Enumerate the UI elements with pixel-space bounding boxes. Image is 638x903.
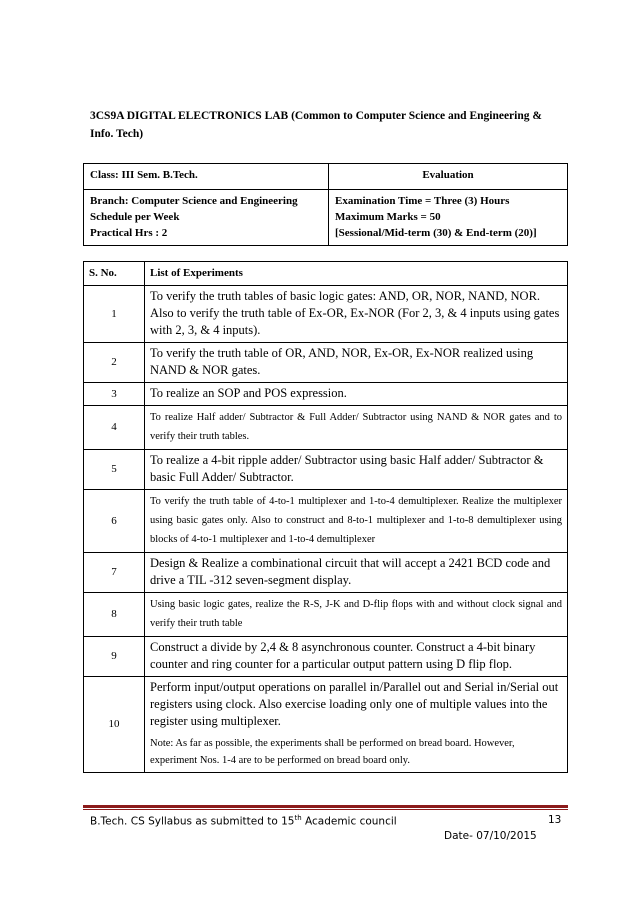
sno-header: S. No. — [84, 262, 145, 286]
experiment-text: To realize a 4-bit ripple adder/ Subtractor using basic Half adder/ Subtractor & basic Full Adder/ Subtractor. — [145, 450, 568, 490]
footer-text-end: Academic council — [301, 815, 397, 828]
experiment-text: To realize an SOP and POS expression. — [145, 383, 568, 406]
experiment-text: Construct a divide by 2,4 & 8 asynchronous counter. Construct a 4-bit binary counter and ring counter for a particular output pattern using D flip flop. — [145, 637, 568, 677]
row-number: 10 — [84, 677, 145, 773]
course-info-table — [83, 163, 568, 246]
experiment-text: To verify the truth table of 4-to-1 multiplexer and 1-to-4 demultiplexer. Realize the multiplexer using basic gates only. Also to construct and 8-to-1 multiplexer and 1-to-8 demultiplexer using blocks of 4-to-1 multiplexer and 1-to-4 demultiplexer — [145, 490, 568, 553]
info-detail-row — [84, 190, 568, 246]
exam-time-text: Examination Time = Three (3) Hours — [335, 195, 510, 207]
table-row — [84, 490, 568, 553]
table-row — [84, 383, 568, 406]
row-number: 9 — [84, 637, 145, 677]
row-number: 8 — [84, 593, 145, 637]
experiments-table — [83, 261, 568, 773]
document-title: 3CS9A DIGITAL ELECTRONICS LAB (Common to Computer Science and Engineering & Info. Tech) — [90, 110, 542, 140]
row-number: 5 — [84, 450, 145, 490]
table-row — [84, 593, 568, 637]
footer-text-start: B.Tech. CS Syllabus as submitted to 15 — [90, 815, 295, 828]
footer-superscript: th — [294, 814, 302, 822]
table-row — [84, 343, 568, 383]
experiment-text: Design & Realize a combinational circuit that will accept a 2421 BCD code and drive a TIL -312 seven-segment display. — [145, 553, 568, 593]
table-row — [84, 450, 568, 490]
page-number: 13 — [548, 814, 562, 826]
evaluation-header: Evaluation — [329, 164, 568, 190]
table-row — [84, 637, 568, 677]
footer-divider-thin — [83, 809, 568, 810]
table-row — [84, 677, 568, 773]
row-number: 2 — [84, 343, 145, 383]
schedule-text: Schedule per Week — [90, 211, 180, 223]
marks-split-text: [Sessional/Mid-term (30) & End-term (20)] — [335, 227, 537, 239]
table-row — [84, 406, 568, 450]
row-number: 4 — [84, 406, 145, 450]
table-row — [84, 286, 568, 343]
max-marks-text: Maximum Marks = 50 — [335, 211, 441, 223]
footer-divider — [83, 805, 568, 808]
experiment-note: Note: As far as possible, the experiments shall be performed on bread board. However, experiment Nos. 1-4 are to be performed on bread board only. — [150, 738, 515, 766]
practical-hours-text: Practical Hrs : 2 — [90, 227, 168, 239]
branch-schedule-cell — [84, 190, 329, 246]
info-header-row — [84, 164, 568, 190]
table-row — [84, 553, 568, 593]
experiment-text: Perform input/output operations on parallel in/Parallel out and Serial in/Serial out registers using clock. Also exercise loading only one of multiple values into the register using multiplexer. — [150, 680, 559, 728]
footer-syllabus-text — [90, 814, 397, 828]
experiment-text: To realize Half adder/ Subtractor & Full Adder/ Subtractor using NAND & NOR gates and to verify their truth tables. — [145, 406, 568, 450]
class-cell: Class: III Sem. B.Tech. — [84, 164, 329, 190]
list-header: List of Experiments — [145, 262, 568, 286]
experiments-header-row — [84, 262, 568, 286]
experiment-cell — [145, 677, 568, 773]
footer-date: Date- 07/10/2015 — [444, 830, 537, 842]
experiment-text: To verify the truth table of OR, AND, NOR, Ex-OR, Ex-NOR realized using NAND & NOR gates. — [145, 343, 568, 383]
row-number: 7 — [84, 553, 145, 593]
row-number: 6 — [84, 490, 145, 553]
branch-text: Branch: Computer Science and Engineering — [90, 195, 298, 207]
row-number: 1 — [84, 286, 145, 343]
experiment-text: To verify the truth tables of basic logic gates: AND, OR, NOR, NAND, NOR. Also to verify the truth table of Ex-OR, Ex-NOR (For 2, 3, & 4 inputs using gates with 2, 3, & 4 inputs). — [145, 286, 568, 343]
exam-details-cell — [329, 190, 568, 246]
experiment-text: Using basic logic gates, realize the R-S, J-K and D-flip flops with and without clock signal and verify their truth table — [145, 593, 568, 637]
row-number: 3 — [84, 383, 145, 406]
